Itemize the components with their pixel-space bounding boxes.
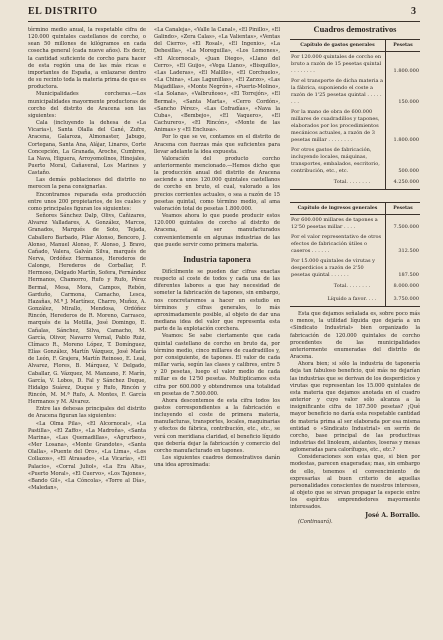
table-header-label: Capítulo de ingresos generales	[290, 203, 386, 215]
table-row	[290, 52, 420, 77]
total-label: Total. . . . . . . .	[333, 283, 371, 290]
author-signature: José A. Borrallo.	[365, 511, 420, 519]
row-amount: 312.500	[386, 232, 421, 256]
paragraph: Por lo que se ve, contamos en el distrito de Aracena con fuerzas más que suficientes para llevar adelante la idea expuesta.	[154, 134, 280, 155]
total-amount: 4.250.000	[386, 176, 421, 190]
column-right	[290, 27, 420, 526]
row-label: Por 600.000 millares de tapones a 12'50 pesetas millar . . . .	[291, 216, 378, 230]
net-amount: 3.750.000	[386, 293, 421, 307]
paragraph: Valoración del producto corcho anteriormente mencionado.—Hemos dicho que la producción anual del distrito de Aracena asciende a unos 120.000 quintales castellanos de corcho en bruto, el cual, valorado a los precios corrientes actuales, o sea a razón de 15 pesetas quintal, como término medio, al ama valoración total de pesetas 1.800.000.	[154, 155, 280, 212]
total-label: Total. . . . . . . .	[333, 179, 371, 186]
section-heading: Industria taponera	[183, 254, 251, 264]
paragraph: Ahora descontemos de esta cifra todos los gastos correspondientes a la fabricación e incluyendo el coste de primera materia, manufacturas, transportes, locales, maquinarias y efectos de fábrica, contribución, etc., etc., se verá con meridiana claridad, el beneficio líquido que debería dejar la fabricación y comercio del corcho manufacturado en tapones.	[154, 397, 280, 454]
paragraph: Señores Sánchez Dalp, Olivs, Cañizares, Alvarez Valladares, A. González, Marcos, Granados, Marqués de Soto, Tejada, Caballero Barbado, Pilar Alonso, Bencoro, J. Alonso, Manuel Alonso, F. Alonso, J. Bravo, Cañado, Valera, Galván Silva, marqués de Nerva, Ordóñez Hermanos, Herederos de Calonge, Herederos de Corballar, F. Hermoso, Delgado Martín, Sofera, Fernández Hermanos, Chamorro, Rufo y Rufo, Pérez Bermal, Mesa, Mora, Campos, Rebón, Garduño, Carmona, Camacho, Lesca, Hazañas, M.ª J. Martínez, Charro, Muñoz, A. González, Mirallo, Mendosa, Ordóñez Rincón, Herederos de R. Moreno, Carrasco, marqués de la Motilla, José Domingo, E. Cañalas, Sánchez, Silva, Camacho, M. García, Olivor, Navarro Vernal, Pablo Ruiz, Clímaco R., Moreno López, T. Domínguez, Elías González, Martín Vázquez, José María de León, F. Grajera, Martín Reinoso, E. Leal, Alvarez, Flores, B. Márquez, V. Delgado, Caballar, G. Vázquez, M. Manzano, F. Marín, García, V. Lobos, D. Fal y Sánchez Duque, Hidalgo Suárez, Duque y Rufo, Rincón y Rincón, M. M.ª Rufo, A. Montes, F. García Hermanos y M. Alvarez.	[28, 213, 146, 406]
paragraph: Esta que dejamos señalada es, sobre poco más o menos, la utilidad líquida que dejaría a un «Sindicato Industrial» bien organizado la fabricación de 120.000 quintales de corcho procedentes de las municipalidades anteriormente enumeradas del distrito de Aracena.	[290, 311, 420, 361]
row-amount: 187.500	[386, 256, 421, 280]
table-row	[290, 76, 420, 107]
row-amount: 1.800.000	[386, 107, 421, 145]
paragraph: Los siguientes cuadros demostrativos darán una idea aproximada:	[154, 455, 280, 469]
paragraph: Difícilmente se pueden dar cifras exactas respecto al coste de todos y cada una de las diferentes labores a que hay necesidad de someter la fabricación de tapones, sin embargo, nos concretaremos a hacer un estudio en términos y cifras generales, lo más aproximadamente posible, al objeto de dar una mediana idea del valor que representa esta parte de la explotación corchera.	[154, 269, 280, 333]
income-table	[290, 202, 420, 307]
table-header-amount: Pesetas	[386, 40, 421, 52]
expenses-table	[290, 39, 420, 190]
paragraph: Veamos ahora lo que puede producir estos 120.000 quintales de corcho al distrito de Aracena, al ser manufacturados convenientemente en algunas industrias de las que puede servir como primera materia.	[154, 213, 280, 248]
paragraph: Consideraciones son estas que, si bien por modestas, parecen exageradas; mas, sin embargo de ello, tenemos el convencimiento de expresarlas al buen criterio de aquellas personalidades conscientes de nuestros intereses, al objeto que se sirvan propagar la especie entre los espíritus emprendedores mayormente interesados.	[290, 454, 420, 511]
table-row	[290, 256, 420, 280]
row-amount: 1.800.000	[386, 52, 421, 77]
paragraph: Encontramos reparada esta producción entre unos 200 propietarios, de los cuales y como principales figuran los siguientes:	[28, 191, 146, 212]
table-header-label: Capítulo de gastos generales	[290, 40, 386, 52]
paragraph: Veamos: Se sabe ciertamente que cada quintal castellano de corcho en bruto da, por término medio, cinco millares de cuadradillos y, por consiguiente, de tapones. El valor de cada millar varía, según las clases y calibres, entre 5 y 20 pesetas, luego el valor medio de cada millar es de 12'50 pesetas. Multiplicamos esta cifra por 600.000 y obtendremos una totalidad en pesetas de 7.500.000.	[154, 333, 280, 397]
table-total-row	[290, 176, 420, 190]
table-row	[290, 232, 420, 256]
row-amount: 500.000	[386, 145, 421, 176]
paragraph: «La Canaleja», «Valle la Canal», «El Pinillo», «El Galindo», «Zera Calas», «La Valientas», «Ventas del Cierro», «El Rosal», «El Ingenio», «La Dehesilla», «La Moreguilla», «Los Lomones», «El Alcornocal», «Juan Diego», «Llano del Cerro», «El Guijo», «Vega Llano», «Bisquillo», «Las Laderas», «El Malillo», «El Corchuelo», «La China», «Las Lagunillas», «El Zarzo», «Las Majadillas», «Monte Negrón», «Puerto-Molino», «La Solana», «Valbruñoso», «El Torrejón», «El Bermal», «Santa Marta», «Cerro Cordón», «Sancho Pérez», «Las Cofradías», «Nava la Cuba», «Bembejo», «El Vaquero», «El Cachurero», «El Rincón», «Monte de las Animas» y «El Enclusa».	[154, 27, 280, 134]
row-label: Por otros gastos de fabricación, incluyendo locales, máquinas, transportes, embalados, escritorio, contribución, etc., etc.	[291, 146, 380, 174]
row-label: Por el transporte de dicha materia a la fábrica, suponiendo el coste a razón de 1'25 pesetas quintal . . . . . . . .	[291, 77, 383, 105]
paragraph: término medio anual, la respetable cifra de 120.000 quintales castellanos de corcho, o sean 50 millones de kilógramos en cada cosecha general (cada nueve años). Es decir, la cantidad suficiente de corcho para hacer de esta región una de las más ricas e importantes de España, a enlazarse dentro de su recinto toda la materia prima de que es productora.	[28, 27, 146, 91]
paragraph: Cala (incluyendo la dehesa de «La Vicaria»), Santa Olalla del Cané, Zufre, Aracena, Galaroza, Almonaster, Jabugo, Cortegana, Santa Ana, Alájar, Linares, Corte Concepción, La Granada, Aroche, Cumbres, La Nava, Higuera, Arroyomolinos, Hinojales, Puerto Moral, Cañaveral, Los Marines y Castaño.	[28, 120, 146, 177]
row-label: Por el valor representativo de otros efectos de fabricación útiles o caseros . . . . . .	[291, 233, 382, 254]
table-net-row	[290, 293, 420, 307]
table-row	[290, 107, 420, 145]
table-total-row	[290, 280, 420, 293]
paragraph: Ahora bien; si sólo la industria de taponería deja tan fabuloso beneficio, qué más no dejarían las industrias que se derivan de los desperdicios y virutas que representan los 15.000 quintales de esta materia que dejamos anotada en el cuadro anterior y cuyo valor sólo alcanza a la insignificante cifra de 187.500 pesetas? ¡Qué mayor beneficio no daría esta respetable cantidad de materia prima al ser elaborada por esa misma entidad o «Sindicato Industrial» en serrín de corcho, base principal de las productivas industrias del linoleum, aislantes, loseras y mesas aglomeradas para calorífugos, etc., etc.?	[290, 361, 420, 454]
page-number: 3	[411, 6, 416, 17]
row-label: Por 15.000 quintales de virutas y desperdicios a razón de 2'50 pesetas quintal . . . . . .	[291, 257, 375, 278]
paragraph: «La Olma Pila», «El Alcornocal», «La Pastilla», «El Zaffo», «La Madroña», «Santa Marina», «Las Quemadillas», «Agrurbeo», «Mer Losana», «Monte Grandote», «Santa Olalla», «Puente del Oro», «La Lima», «Los Collazos», «El Atrasado», «La Vicaría», «El Palacio», «Corral Juliol», «La Era Alta», «Puerto Moral», «El Cuervo», «Los Tajones», «Bando Gil», «La Cóncola», «Torre al Día», «Maledan»,	[28, 420, 146, 491]
net-label: Líquido a favor. . . .	[327, 296, 377, 303]
paragraph: Municipalidades corcheras.—Los municipalidades mayormente productoras de corcho del distrito de Aracena son las siguientes:	[28, 91, 146, 119]
masthead	[28, 3, 420, 22]
publication-title: EL DISTRITO	[28, 6, 98, 17]
table-row	[290, 215, 420, 233]
paragraph: Las demás poblaciones del distrito no merecen la pena consignarlas.	[28, 177, 146, 191]
total-amount: 8.000.000	[386, 280, 421, 293]
row-amount: 150.000	[386, 76, 421, 107]
row-label: Por 120.000 quintales de corcho en bruto a razón de 15 pesetas quintal . . . . . . . .	[291, 53, 382, 74]
row-label: Por la mano de obra de 600.000 millares de cuadradillos y tapones, elaborados por los procedimientos mecánicos actuales, a razón de 3 pesetas millar . . . . . . . .	[291, 108, 380, 143]
column-left	[28, 27, 146, 492]
row-amount: 7.500.000	[386, 215, 421, 233]
table-row	[290, 145, 420, 176]
column-middle	[154, 27, 280, 469]
continued-note: (Continuará).	[298, 518, 333, 525]
paragraph: Entre las dehesas principales del distrito de Aracena figuran las siguientes:	[28, 406, 146, 420]
table-header-amount: Pesetas	[386, 203, 421, 215]
section-heading: Cuadros demostrativos	[313, 25, 397, 34]
